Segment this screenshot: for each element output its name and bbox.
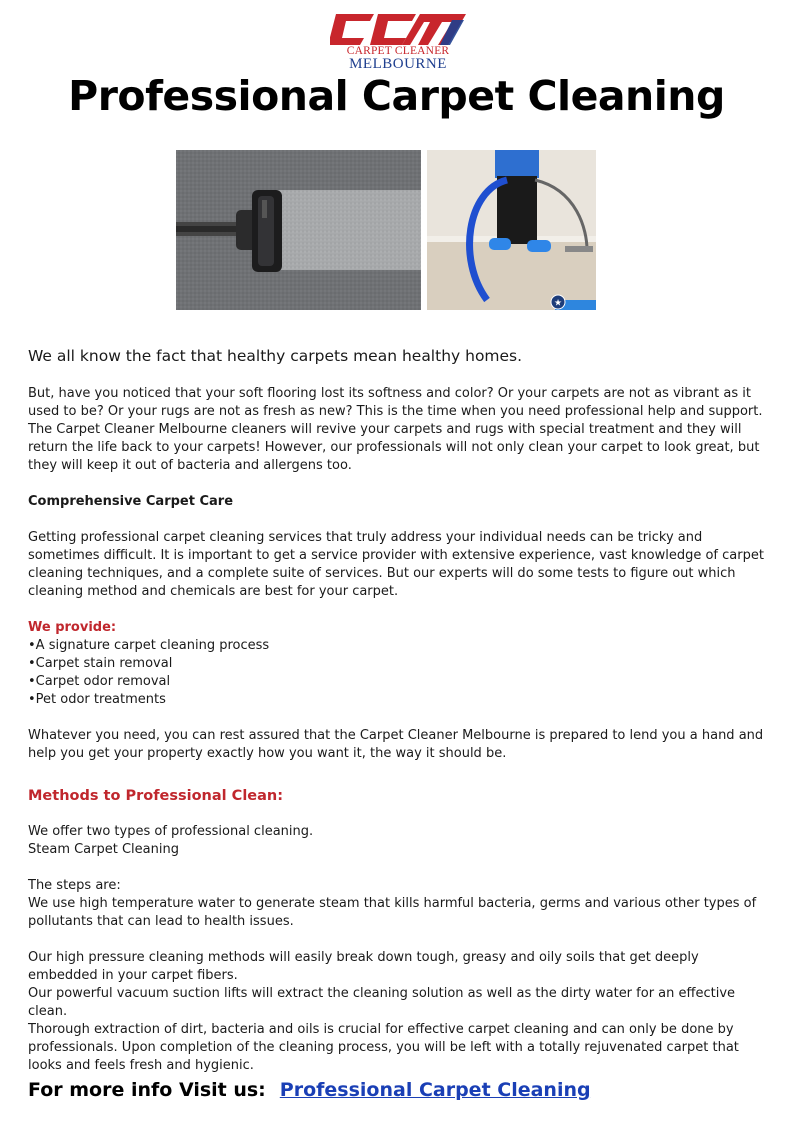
ccm-logo-mark xyxy=(330,14,466,46)
vacuum-text: Our powerful vacuum suction lifts will extract the cleaning solution as well as the dirty water for an effective clean. xyxy=(28,986,736,1019)
services-list xyxy=(28,637,768,709)
intro-text: We all know the fact that healthy carpets mean healthy homes. xyxy=(28,347,523,365)
we-provide-heading: We provide: xyxy=(28,620,117,635)
services-list-section xyxy=(28,619,768,709)
list-item: •Carpet odor removal xyxy=(28,674,171,689)
cleaning-types-line: We offer two types of professional cleaning. xyxy=(28,824,314,839)
paragraph-revive: But, have you noticed that your soft flooring lost its softness and color? Or your carpets are not as vibrant as it used to be? Or your rugs are not as fresh as new? This is the time when you need professional help and support. The Carpet Cleaner Melbourne cleaners will revive your carpets and rugs with special treatment and they will return the life back to your carpets! However, our professionals will not only clean your carpet to look great, but they will keep it out of bacteria and allergens too. xyxy=(28,386,763,473)
star-icon: ★ xyxy=(553,298,563,309)
paragraph-assurance: Whatever you need, you can rest assured that the Carpet Cleaner Melbourne is prepared to lend you a hand and help you get your property exactly how you want it, the way it should be. xyxy=(28,728,764,761)
list-item: •Carpet stain removal xyxy=(28,656,173,671)
steps-text: We use high temperature water to generate steam that kills harmful bacteria, germs and various other types of pollutants that can lead to health issues. xyxy=(28,896,757,929)
footer-cta xyxy=(28,1077,768,1103)
professional-carpet-cleaning-link[interactable]: Professional Carpet Cleaning xyxy=(279,1079,591,1101)
vacuum-carpet-photo xyxy=(176,150,421,310)
logo-text-line2: MELBOURNE xyxy=(349,56,447,72)
company-logo xyxy=(328,14,468,72)
steam-cleaning-line: Steam Carpet Cleaning xyxy=(28,842,179,857)
steps-label: The steps are: xyxy=(28,878,121,893)
pressure-text: Our high pressure cleaning methods will easily break down tough, greasy and oily soils that get deeply embedded in your carpet fibers. xyxy=(28,950,699,983)
paragraph-steps xyxy=(28,877,768,931)
worker-cleaning-photo xyxy=(427,150,596,310)
paragraph-service-provider: Getting professional carpet cleaning services that truly address your individual needs can be tricky and sometimes difficult. It is important to get a service provider with extensive experience, vast knowledge of carpet cleaning techniques, and a complete suite of services. But our experts will do some tests to figure out which cleaning method and chemicals are best for your carpet. xyxy=(28,530,764,599)
paragraph-cleaning-types xyxy=(28,823,768,859)
logo-text-line1: CARPET CLEANER xyxy=(346,45,450,57)
methods-heading: Methods to Professional Clean: xyxy=(28,788,284,804)
list-item: •Pet odor treatments xyxy=(28,692,166,707)
list-item: •A signature carpet cleaning process xyxy=(28,638,270,653)
paragraph-pressure-vacuum xyxy=(28,949,768,1021)
footer-label: For more info Visit us: xyxy=(28,1079,266,1101)
page-title: Professional Carpet Cleaning xyxy=(68,72,725,120)
care-heading: Comprehensive Carpet Care xyxy=(28,494,234,509)
paragraph-extraction: Thorough extraction of dirt, bacteria and oils is crucial for effective carpet cleaning and can only be done by professionals. Upon completion of the cleaning process, you will be left with a totally rejuvenated carpet that looks and feels fresh and hygienic. xyxy=(28,1022,739,1073)
